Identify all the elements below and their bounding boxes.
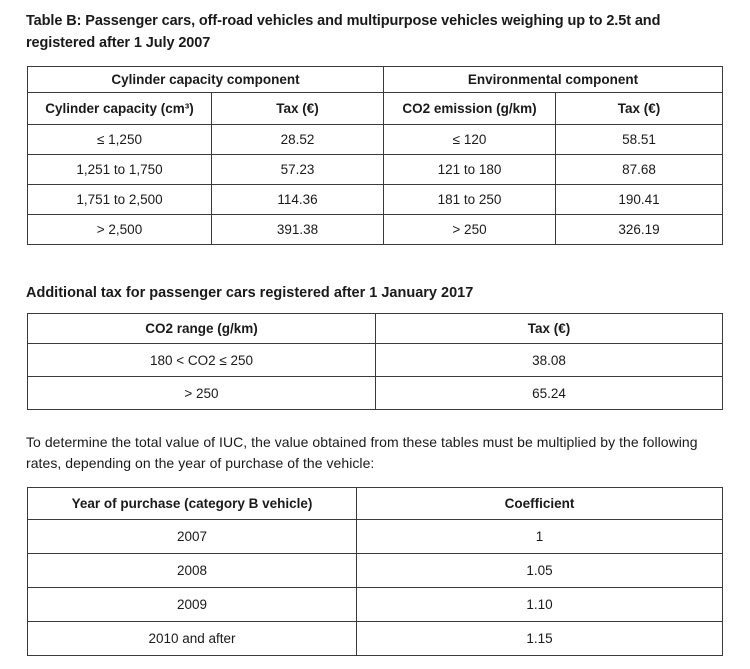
table-cell: 391.38 xyxy=(212,215,384,245)
column-header: CO2 emission (g/km) xyxy=(384,93,556,125)
table-b-column-header-row xyxy=(28,93,723,125)
table-cell: 28.52 xyxy=(212,125,384,155)
table-cell: > 2,500 xyxy=(28,215,212,245)
table-cell: 1.05 xyxy=(357,554,723,588)
table-cell: 1,251 to 1,750 xyxy=(28,155,212,185)
table-cell: > 250 xyxy=(28,377,376,410)
table-b-group-header-row xyxy=(28,67,723,93)
table-cell: 1 xyxy=(357,520,723,554)
table-cell: 2007 xyxy=(28,520,357,554)
coefficient-header-row xyxy=(28,488,723,520)
column-header: Tax (€) xyxy=(556,93,723,125)
table-cell: 190.41 xyxy=(556,185,723,215)
table-cell: 65.24 xyxy=(376,377,723,410)
column-header: Tax (€) xyxy=(212,93,384,125)
table-row xyxy=(28,215,723,245)
table-cell: 1.15 xyxy=(357,622,723,656)
table-cell: 2010 and after xyxy=(28,622,357,656)
table-cell: 57.23 xyxy=(212,155,384,185)
table-row xyxy=(28,185,723,215)
table-cell: 180 < CO2 ≤ 250 xyxy=(28,344,376,377)
column-header: Coefficient xyxy=(357,488,723,520)
table-cell: 2008 xyxy=(28,554,357,588)
table-cell: 1,751 to 2,500 xyxy=(28,185,212,215)
column-header: Cylinder capacity (cm³) xyxy=(28,93,212,125)
table-cell: ≤ 1,250 xyxy=(28,125,212,155)
table-cell: 181 to 250 xyxy=(384,185,556,215)
column-header: CO2 range (g/km) xyxy=(28,314,376,344)
table-cell: 87.68 xyxy=(556,155,723,185)
additional-tax-table xyxy=(27,313,723,410)
coefficient-table xyxy=(27,487,723,656)
table-cell: 1.10 xyxy=(357,588,723,622)
table-row xyxy=(28,554,723,588)
table-b-title: Table B: Passenger cars, off-road vehicles and multipurpose vehicles weighing up to 2.5t and registered after 1 July 2007 xyxy=(26,13,661,51)
column-header: Tax (€) xyxy=(376,314,723,344)
table-row xyxy=(28,344,723,377)
table-cell: 121 to 180 xyxy=(384,155,556,185)
table-row xyxy=(28,377,723,410)
additional-tax-heading: Additional tax for passenger cars registered after 1 January 2017 xyxy=(26,285,474,301)
table-cell: ≤ 120 xyxy=(384,125,556,155)
table-row xyxy=(28,622,723,656)
table-cell: 38.08 xyxy=(376,344,723,377)
table-row xyxy=(28,125,723,155)
table-cell: 58.51 xyxy=(556,125,723,155)
additional-tax-header-row xyxy=(28,314,723,344)
table-row xyxy=(28,520,723,554)
table-b xyxy=(27,66,723,245)
table-cell: 2009 xyxy=(28,588,357,622)
table-row xyxy=(28,155,723,185)
iuc-explanation-paragraph: To determine the total value of IUC, the value obtained from these tables must be multiplied by the following rates, depending on the year of purchase of the vehicle: xyxy=(26,434,698,471)
group-header-environmental: Environmental component xyxy=(384,67,723,93)
column-header: Year of purchase (category B vehicle) xyxy=(28,488,357,520)
table-cell: > 250 xyxy=(384,215,556,245)
table-row xyxy=(28,588,723,622)
table-cell: 114.36 xyxy=(212,185,384,215)
table-cell: 326.19 xyxy=(556,215,723,245)
group-header-cylinder: Cylinder capacity component xyxy=(28,67,384,93)
